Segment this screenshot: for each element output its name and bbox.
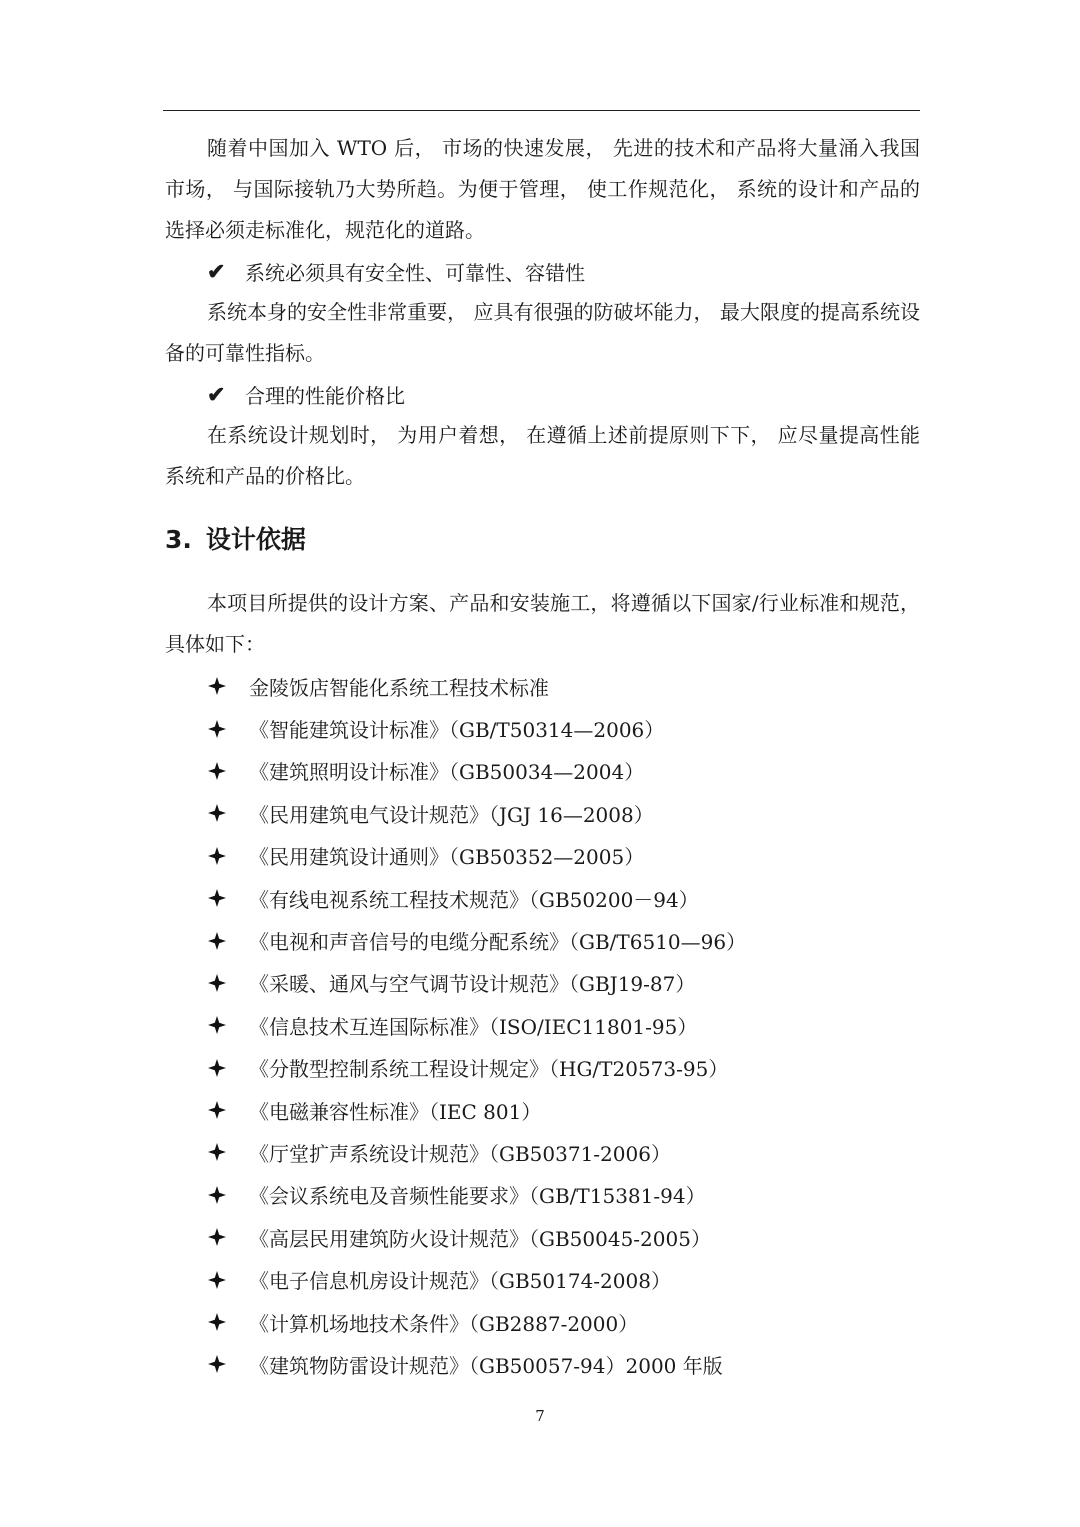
page-number: 7 — [535, 1407, 545, 1425]
standard-text: 《电视和声音信号的电缆分配系统》（GB/T6510—96） — [249, 930, 747, 955]
four-point-star-icon — [207, 1142, 249, 1162]
safety-paragraph: 系统本身的安全性非常重要， 应具有很强的防破坏能力， 最大限度的提高系统设备的可靠性指标。 — [165, 300, 920, 365]
section-number: 3. — [165, 525, 192, 554]
section-intro-paragraph: 本项目所提供的设计方案、产品和安装施工，将遵循以下国家/行业标准和规范，具体如下： — [165, 591, 920, 656]
standard-list-item — [165, 707, 920, 749]
four-point-star-icon — [207, 931, 249, 951]
standard-text: 《有线电视系统工程技术规范》（GB50200－94） — [249, 887, 699, 912]
four-point-star-icon — [207, 888, 249, 908]
standard-list-item — [165, 919, 920, 961]
standard-text: 《建筑照明设计标准》（GB50034—2004） — [249, 760, 645, 785]
four-point-star-icon — [207, 1270, 249, 1290]
standard-text: 《信息技术互连国际标准》（ISO/IEC11801-95） — [249, 1014, 698, 1039]
standard-text: 《民用建筑电气设计规范》（JGJ 16—2008） — [249, 802, 654, 827]
page-content — [165, 128, 920, 1386]
standard-list-item — [165, 665, 920, 707]
standard-list-item — [165, 1301, 920, 1343]
four-point-star-icon — [207, 846, 249, 866]
standard-text: 金陵饭店智能化系统工程技术标准 — [249, 675, 549, 700]
standard-list-item — [165, 1343, 920, 1385]
standard-list-item — [165, 1089, 920, 1131]
standard-text: 《电子信息机房设计规范》（GB50174-2008） — [249, 1269, 671, 1294]
four-point-star-icon — [207, 1312, 249, 1332]
section-heading — [165, 509, 920, 571]
standard-text: 《建筑物防雷设计规范》（GB50057-94）2000 年版 — [249, 1353, 723, 1378]
check-mark-icon: ✔ — [207, 258, 226, 285]
four-point-star-icon — [207, 803, 249, 823]
standard-text: 《厅堂扩声系统设计规范》（GB50371-2006） — [249, 1141, 671, 1166]
standard-text: 《民用建筑设计通则》（GB50352—2005） — [249, 845, 645, 870]
four-point-star-icon — [207, 1058, 249, 1078]
standard-list-item — [165, 1258, 920, 1300]
standards-list — [165, 665, 920, 1386]
standard-text: 《电磁兼容性标准》（IEC 801） — [249, 1099, 542, 1124]
standard-list-item — [165, 792, 920, 834]
standard-text: 《会议系统电及音频性能要求》（GB/T15381-94） — [249, 1184, 706, 1209]
four-point-star-icon — [207, 973, 249, 993]
four-point-star-icon — [207, 1185, 249, 1205]
standard-list-item — [165, 1004, 920, 1046]
check-item-label: 合理的性能价格比 — [245, 384, 405, 408]
standard-list-item — [165, 1047, 920, 1089]
four-point-star-icon — [207, 1354, 249, 1374]
standard-list-item — [165, 877, 920, 919]
standard-text: 《计算机场地技术条件》（GB2887-2000） — [249, 1311, 639, 1336]
four-point-star-icon — [207, 761, 249, 781]
standard-text: 《采暖、通风与空气调节设计规范》（GBJ19-87） — [249, 972, 696, 997]
check-item-safety — [165, 251, 920, 292]
header-rule — [163, 110, 920, 111]
standard-text: 《高层民用建筑防火设计规范》（GB50045-2005） — [249, 1226, 711, 1251]
standard-list-item — [165, 962, 920, 1004]
intro-paragraph: 随着中国加入 WTO 后， 市场的快速发展， 先进的技术和产品将大量涌入我国市场， 与国际接轨乃大势所趋。为便于管理， 使工作规范化， 系统的设计和产品的选择必须走标准化，规范化的道路。 — [165, 136, 920, 242]
four-point-star-icon — [207, 1100, 249, 1120]
standard-list-item — [165, 1174, 920, 1216]
standard-text: 《智能建筑设计标准》（GB/T50314—2006） — [249, 718, 665, 743]
section-title: 设计依据 — [205, 525, 306, 554]
standard-text: 《分散型控制系统工程设计规定》（HG/T20573-95） — [249, 1057, 729, 1082]
four-point-star-icon — [207, 1015, 249, 1035]
standard-list-item — [165, 750, 920, 792]
four-point-star-icon — [207, 676, 249, 696]
check-mark-icon: ✔ — [207, 381, 226, 408]
standard-list-item — [165, 1216, 920, 1258]
price-paragraph: 在系统设计规划时， 为用户着想， 在遵循上述前提原则下下， 应尽量提高性能系统和产品的价格比。 — [165, 423, 920, 488]
four-point-star-icon — [207, 719, 249, 739]
standard-list-item — [165, 835, 920, 877]
check-item-price — [165, 374, 920, 415]
four-point-star-icon — [207, 1227, 249, 1247]
standard-list-item — [165, 1131, 920, 1173]
check-item-label: 系统必须具有安全性、可靠性、容错性 — [245, 261, 585, 285]
